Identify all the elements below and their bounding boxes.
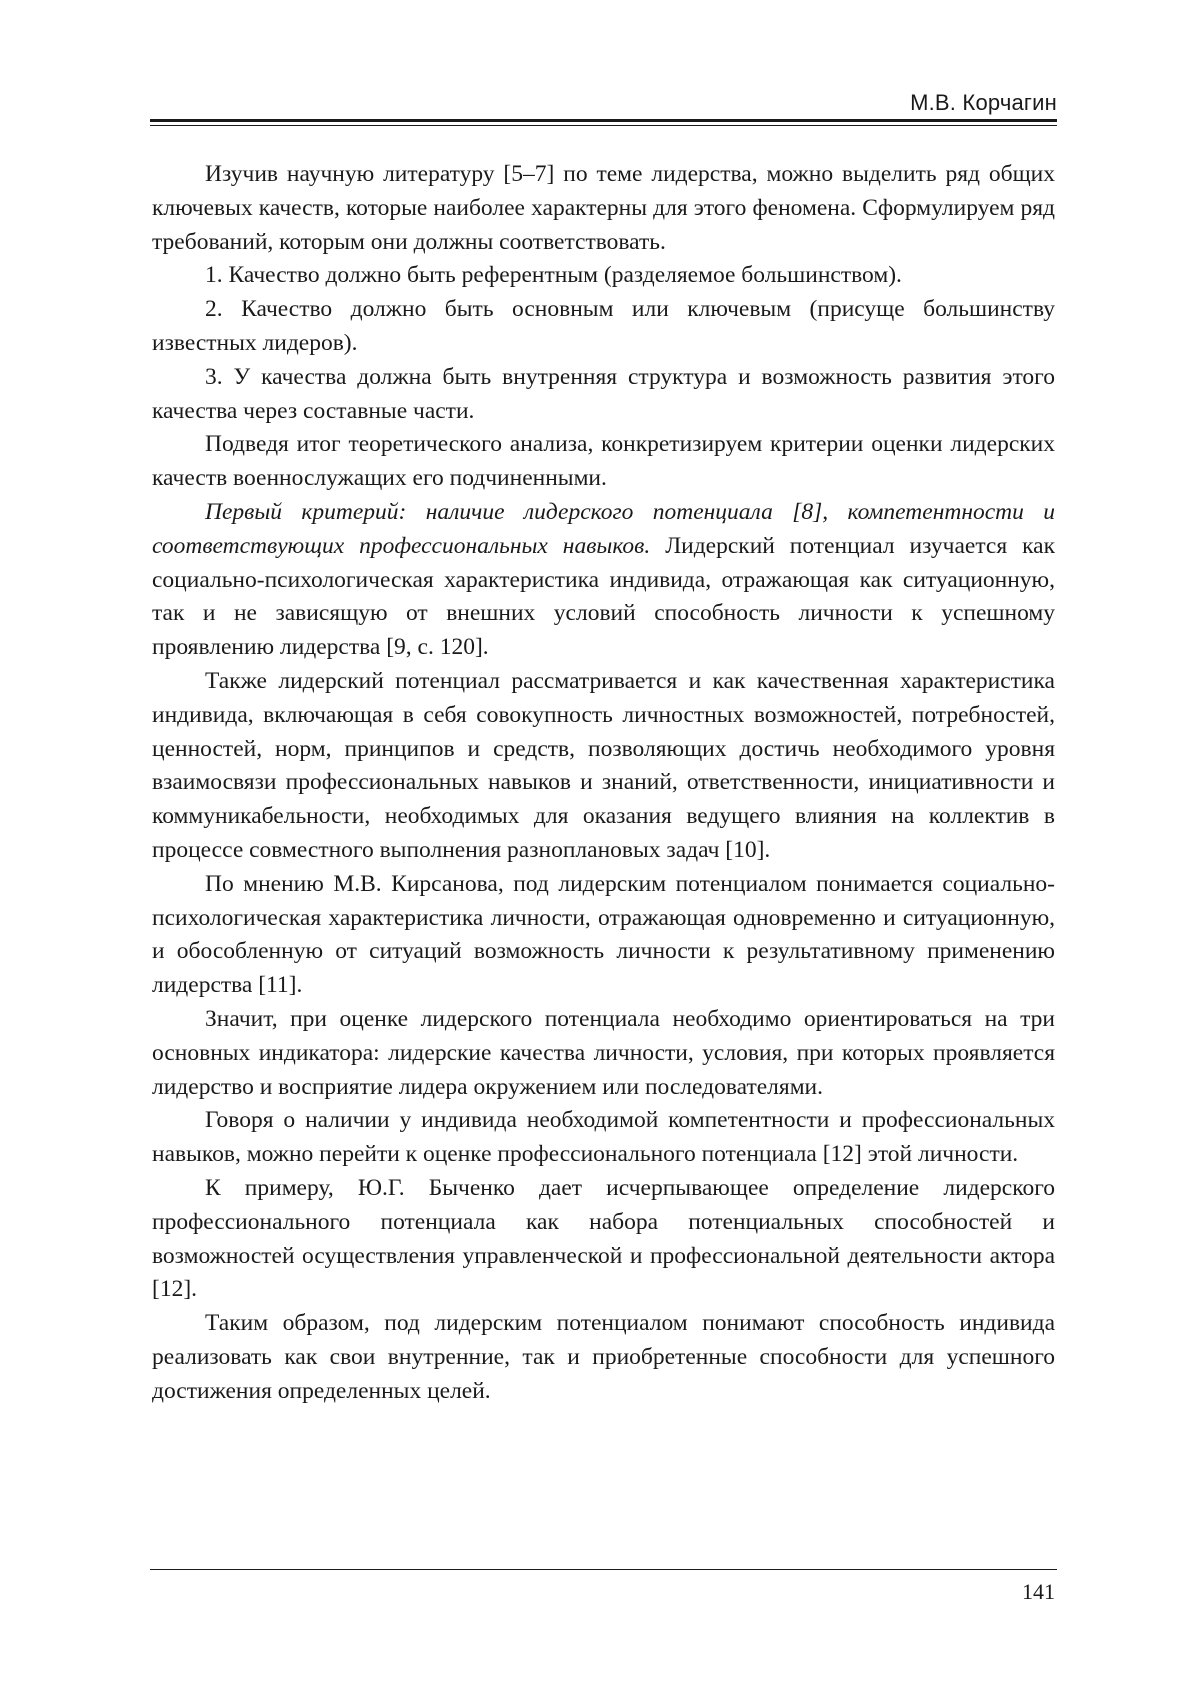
header-rule-thin bbox=[150, 125, 1057, 126]
paragraph-text: Также лидерский потенциал рассматривается и как качественная характеристика индивида, включающая в себя совокупность личностных возможностей, потребностей, ценностей, норм, принципов и средств, позволяющих достичь необходимого уровня взаимосвязи профессиональных навыков и знаний, ответственности, инициативности и коммуникабельности, необходимых для оказания ведущего влияния на коллектив в процессе совместного выполнения разноплановых задач [10]. bbox=[152, 667, 1055, 863]
paragraph bbox=[152, 496, 1055, 665]
list-item bbox=[152, 361, 1055, 429]
paragraph bbox=[152, 1104, 1055, 1172]
paragraph-text: Таким образом, под лидерским потенциалом понимают способность индивида реализовать как свои внутренние, так и приобретенные способности для успешного достижения определенных целей. bbox=[152, 1310, 1055, 1404]
running-header-author: М.В. Корчагин bbox=[910, 90, 1057, 115]
paragraph-text: Значит, при оценке лидерского потенциала необходимо ориентироваться на три основных индикатора: лидерские качества личности, условия, при которых проявляется лидерство и восприятие лидера окружением или последователями. bbox=[152, 1005, 1055, 1100]
paragraph-text: 1. Качество должно быть референтным (разделяемое большинством). bbox=[205, 262, 902, 289]
list-item bbox=[152, 293, 1055, 361]
paragraph-text: 2. Качество должно быть основным или ключевым (присуще большинству известных лидеров). bbox=[152, 296, 1055, 356]
paragraph-text: К примеру, Ю.Г. Быченко дает исчерпывающее определение лидерского профессионального потенциала как набора потенциальных способностей и возможностей осуществления управленческой и профессиональной деятельности актора [12]. bbox=[152, 1174, 1055, 1303]
page-number: 141 bbox=[1022, 1579, 1055, 1604]
footer-rule bbox=[150, 1569, 1057, 1570]
criterion-heading: Первый критерий: наличие лидерского потенциала [8], компетентности и соответствующих профессиональных навыков. bbox=[152, 498, 1055, 559]
paragraph bbox=[152, 1003, 1055, 1104]
paragraph-text: По мнению М.В. Кирсанова, под лидерским потенциалом понимается социально-психологическая характеристика личности, отражающая одновременно и ситуационную, и обособленную от ситуаций возможность личности к результативному применению лидерства [11]. bbox=[152, 870, 1055, 999]
paragraph bbox=[152, 1307, 1055, 1408]
paragraph-text: Подведя итог теоретического анализа, конкретизируем критерии оценки лидерских качеств военнослужащих его подчиненными. bbox=[152, 431, 1055, 492]
paragraph bbox=[152, 1172, 1055, 1307]
header-rule-thick bbox=[150, 119, 1057, 122]
paragraph bbox=[152, 665, 1055, 868]
paragraph bbox=[152, 158, 1055, 259]
body-text bbox=[152, 158, 1055, 1408]
paragraph-text: Изучив научную литературу [5–7] по теме лидерства, можно выделить ряд общих ключевых качеств, которые наиболее характерны для этого феномена. Сформулируем ряд требований, которым они должны соответствовать. bbox=[152, 161, 1055, 255]
paragraph-text: Лидерский потенциал изучается как социально-психологическая характеристика индивида, отражающая как ситуационную, так и не зависящую от внешних условий способность личности к успешному проявлению лидерства [9, с. 120]. bbox=[152, 532, 1055, 661]
paragraph bbox=[152, 428, 1055, 496]
paragraph bbox=[152, 868, 1055, 1003]
paragraph-text: Говоря о наличии у индивида необходимой компетентности и профессиональных навыков, можно перейти к оценке профессионального потенциала [12] этой личности. bbox=[152, 1107, 1055, 1168]
paragraph-text: 3. У качества должна быть внутренняя структура и возможность развития этого качества через составные части. bbox=[152, 363, 1055, 424]
list-item bbox=[152, 259, 1055, 293]
